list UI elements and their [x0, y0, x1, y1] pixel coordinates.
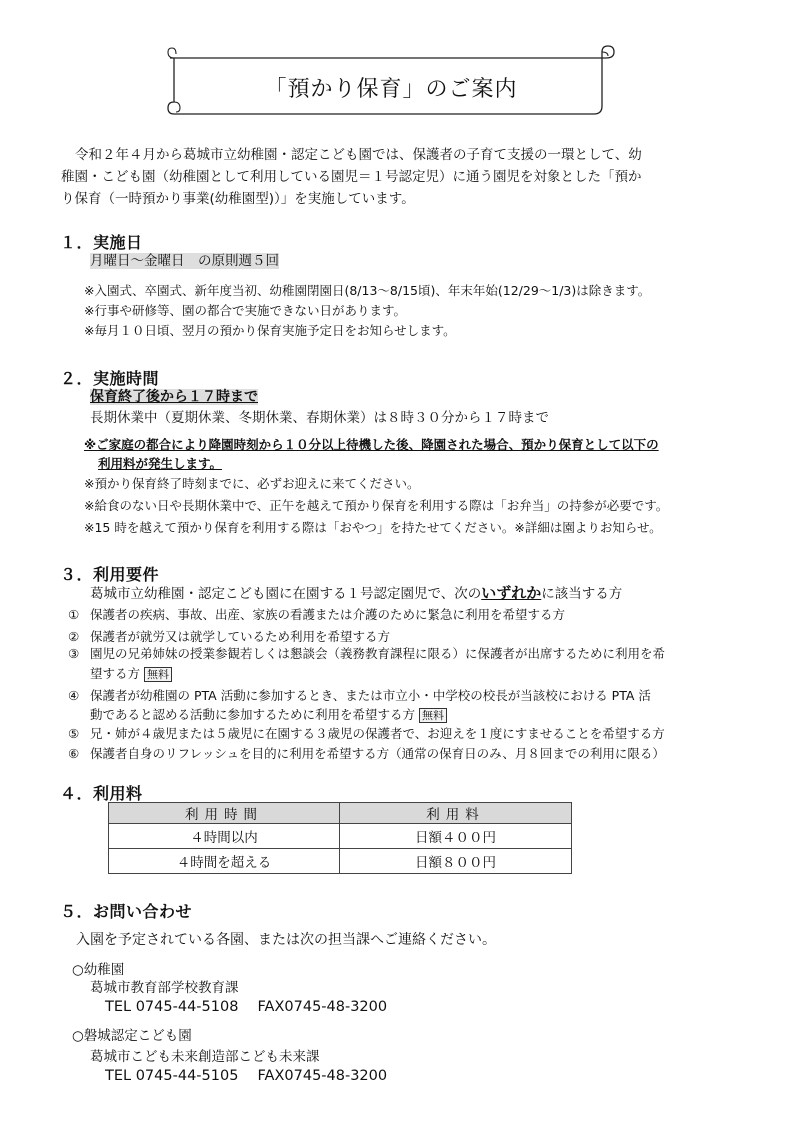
intro-line-3: り保育（一時預かり事業(幼稚園型)）」を実施しています。 [61, 191, 415, 207]
hours-main: 保育終了後から１７時まで [90, 389, 258, 405]
section-1-note: ※行事や研修等、園の都合で実施できない日があります。 [84, 303, 406, 318]
table-header: 利用料 [340, 803, 572, 824]
section-4-heading: ４．利用料 [60, 784, 143, 803]
section-2-note: ※15 時を越えて預かり保育を利用する際は「おやつ」を持たせてください。※詳細は園よりお知らせ。 [84, 520, 662, 535]
free-badge: 無料 [419, 708, 447, 723]
table-cell: ４時間を超える [109, 849, 340, 874]
requirement-item: ⑥ 保護者自身のリフレッシュを目的に利用を希望する方（通常の保育日のみ、月８回までの利用に限る） [68, 746, 665, 761]
section-1-heading: １．実施日 [60, 233, 143, 252]
section-5-lead: 入園を予定されている各園、または次の担当課へご連絡ください。 [76, 932, 496, 948]
warning-line-1: ※ご家庭の都合により降園時刻から１０分以上待機した後、降園された場合、預かり保育として以下の [84, 437, 659, 452]
requirement-item-cont: 望する方 無料 [90, 664, 172, 682]
section-3-lead: 葛城市立幼稚園・認定こども園に在園する１号認定園児で、次のいずれかに該当する方 [90, 584, 623, 602]
intro-line-2: 稚園・こども園（幼稚園として利用している園児＝１号認定児）に通う園児を対象とした「預か [61, 169, 642, 185]
requirement-item: ① 保護者の疾病、事故、出産、家族の看護または介護のために緊急に利用を希望する方 [68, 607, 566, 622]
table-row [109, 824, 572, 849]
page-title: 「預かり保育」のご案内 [264, 77, 518, 102]
intro-line-1: 令和２年４月から葛城市立幼稚園・認定こども園では、保護者の子育て支援の一環として、幼 [75, 147, 642, 163]
contact-phone: TEL 0745-44-5105 FAX0745-48-3200 [105, 1068, 388, 1084]
section-5-heading: ５．お問い合わせ [60, 902, 193, 921]
warning-line-2: 利用料が発生します。 [98, 456, 223, 471]
requirement-item: ② 保護者が就労又は就学しているため利用を希望する方 [68, 629, 391, 644]
section-2-heading: ２．実施時間 [60, 369, 160, 388]
section-1-note: ※入園式、卒園式、新年度当初、幼稚園閉園日(8/13～8/15頃)、年末年始(12/29～1/3)は除きます。 [84, 283, 651, 298]
table-cell: ４時間以内 [109, 824, 340, 849]
table-header: 利用時間 [109, 803, 340, 824]
schedule-days: 月曜日～金曜日 の原則週５回 [90, 253, 279, 269]
section-3-heading: ３．利用要件 [60, 565, 160, 584]
contact-dept: 葛城市こども未来創造部こども未来課 [90, 1049, 320, 1065]
requirement-item-cont: 動であると認める活動に参加するために利用を希望する方 無料 [90, 705, 447, 723]
contact-phone: TEL 0745-44-5108 FAX0745-48-3200 [105, 999, 388, 1015]
table-row [109, 849, 572, 874]
section-2-note: ※預かり保育終了時刻までに、必ずお迎えに来てください。 [84, 476, 420, 491]
free-badge: 無料 [144, 667, 172, 682]
section-1-note: ※毎月１０日頃、翌月の預かり保育実施予定日をお知らせします。 [84, 323, 456, 338]
contact-dept: 葛城市教育部学校教育課 [90, 980, 239, 996]
requirement-item: ③ 園児の兄弟姉妹の授業参観若しくは懇談会（義務教育課程に限る）に保護者が出席するために利用を希 [68, 646, 666, 661]
section-2-sub: 長期休業中（夏期休業、冬期休業、春期休業）は８時３０分から１７時まで [90, 410, 549, 426]
fee-table [108, 802, 572, 874]
emphasis-any: いずれか [481, 584, 542, 602]
section-1-main [90, 249, 279, 269]
requirement-item: ⑤ 兄・姉が４歳児または５歳児に在園する３歳児の保護者で、お迎えを１度にすませることを希望する方 [68, 726, 665, 741]
contact-label: ○磐城認定こども園 [72, 1028, 192, 1044]
requirement-item: ④ 保護者が幼稚園の PTA 活動に参加するとき、または市立小・中学校の校長が当該校における PTA 活 [68, 688, 651, 703]
table-cell: 日額４００円 [340, 824, 572, 849]
contact-label: ○幼稚園 [72, 962, 125, 978]
table-header-row [109, 803, 572, 824]
section-2-note: ※給食のない日や長期休業中で、正午を越えて預かり保育を利用する際は「お弁当」の持参が必要です。 [84, 498, 669, 513]
section-2-main [90, 386, 258, 406]
table-cell: 日額８００円 [340, 849, 572, 874]
